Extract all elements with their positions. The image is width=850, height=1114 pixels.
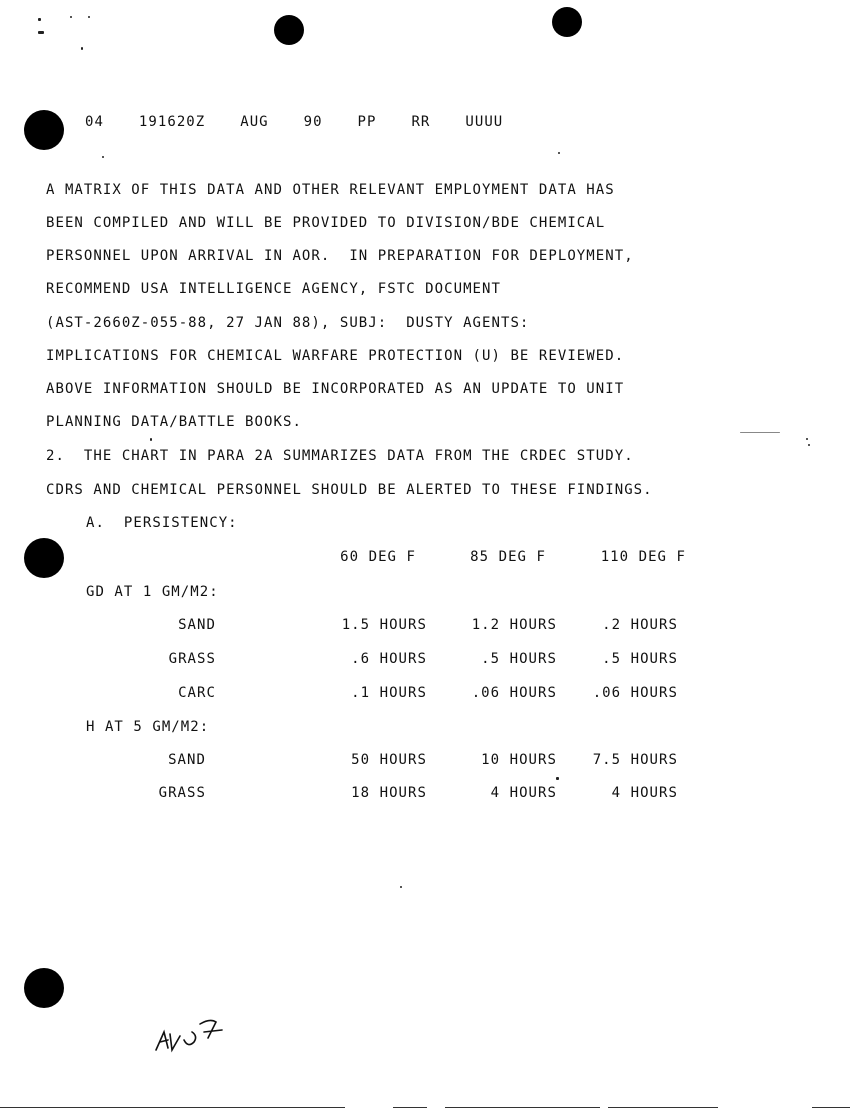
- table-cell: 1.2 HOURS: [471, 617, 557, 633]
- table-cell: .06 HOURS: [471, 685, 557, 701]
- section-label: A. PERSISTENCY:: [86, 515, 238, 531]
- scan-speck: [81, 47, 83, 50]
- table-cell: .2 HOURS: [602, 617, 678, 633]
- table-cell: 4 HOURS: [611, 785, 678, 801]
- handwritten-mark: [150, 1012, 240, 1057]
- scan-speck: [70, 16, 72, 18]
- table-cell: .06 HOURS: [592, 685, 678, 701]
- column-header: 60 DEG F: [340, 549, 416, 565]
- punch-hole: [552, 7, 582, 37]
- scan-speck: [558, 152, 560, 154]
- body-line: ABOVE INFORMATION SHOULD BE INCORPORATED AS AN UPDATE TO UNIT: [46, 381, 625, 397]
- table-cell: 1.5 HOURS: [341, 617, 427, 633]
- table-group-label: H AT 5 GM/M2:: [86, 719, 210, 735]
- punch-hole: [24, 110, 64, 150]
- table-row-surface: SAND: [168, 752, 206, 768]
- table-cell: 50 HOURS: [351, 752, 427, 768]
- punch-hole: [24, 968, 64, 1008]
- scan-edge-line: [0, 1107, 345, 1108]
- body-line: RECOMMEND USA INTELLIGENCE AGENCY, FSTC DOCUMENT: [46, 281, 501, 297]
- table-cell: 7.5 HOURS: [592, 752, 678, 768]
- body-line: CDRS AND CHEMICAL PERSONNEL SHOULD BE ALERTED TO THESE FINDINGS.: [46, 482, 653, 498]
- punch-hole: [24, 538, 64, 578]
- table-cell: .5 HOURS: [602, 651, 678, 667]
- scan-speck: [38, 18, 41, 21]
- table-cell: 4 HOURS: [490, 785, 557, 801]
- scan-speck: [400, 886, 402, 888]
- table-row-surface: GRASS: [158, 785, 206, 801]
- message-header: 04 191620Z AUG 90 PP RR UUUU: [85, 114, 504, 130]
- scan-speck: [150, 438, 152, 441]
- scan-speck: [740, 432, 780, 433]
- column-header: 110 DEG F: [600, 549, 686, 565]
- body-line: 2. THE CHART IN PARA 2A SUMMARIZES DATA FROM THE CRDEC STUDY.: [46, 448, 634, 464]
- scan-speck: [806, 438, 808, 440]
- scan-edge-line: [812, 1107, 850, 1108]
- table-row-surface: SAND: [178, 617, 216, 633]
- table-cell: .5 HOURS: [481, 651, 557, 667]
- scan-speck: [38, 31, 44, 34]
- table-row-surface: GRASS: [168, 651, 216, 667]
- table-cell: .1 HOURS: [351, 685, 427, 701]
- body-line: PLANNING DATA/BATTLE BOOKS.: [46, 414, 302, 430]
- scan-edge-line: [608, 1107, 718, 1108]
- body-line: IMPLICATIONS FOR CHEMICAL WARFARE PROTECTION (U) BE REVIEWED.: [46, 348, 625, 364]
- body-line: (AST-2660Z-055-88, 27 JAN 88), SUBJ: DUSTY AGENTS:: [46, 315, 530, 331]
- punch-hole: [274, 15, 304, 45]
- scan-edge-line: [393, 1107, 427, 1108]
- table-cell: 18 HOURS: [351, 785, 427, 801]
- column-header: 85 DEG F: [470, 549, 546, 565]
- table-group-label: GD AT 1 GM/M2:: [86, 584, 219, 600]
- scan-speck: [102, 156, 104, 158]
- scan-edge-line: [445, 1107, 600, 1108]
- scan-speck: [88, 16, 90, 18]
- table-cell: .6 HOURS: [351, 651, 427, 667]
- scan-speck: [808, 444, 810, 446]
- table-row-surface: CARC: [178, 685, 216, 701]
- body-line: A MATRIX OF THIS DATA AND OTHER RELEVANT EMPLOYMENT DATA HAS: [46, 182, 615, 198]
- scan-speck: [556, 777, 559, 780]
- table-cell: 10 HOURS: [481, 752, 557, 768]
- body-line: PERSONNEL UPON ARRIVAL IN AOR. IN PREPARATION FOR DEPLOYMENT,: [46, 248, 634, 264]
- body-line: BEEN COMPILED AND WILL BE PROVIDED TO DIVISION/BDE CHEMICAL: [46, 215, 606, 231]
